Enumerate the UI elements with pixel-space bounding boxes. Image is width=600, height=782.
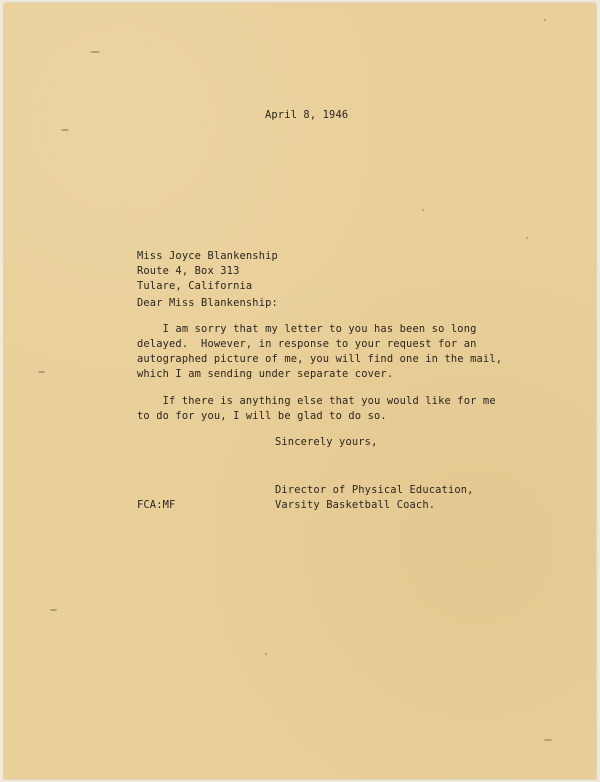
paper-speck — [544, 19, 546, 21]
paper-speck — [50, 609, 57, 611]
letter-page — [4, 3, 596, 779]
paper-speck — [90, 51, 100, 53]
signature-title1: Director of Physical Education, — [275, 484, 474, 496]
paragraph2-line2: to do for you, I will be glad to do so. — [137, 410, 387, 422]
paper-speck — [61, 129, 69, 131]
typist-initials: FCA:MF — [137, 499, 176, 511]
signature-title2: Varsity Basketball Coach. — [275, 499, 436, 511]
recipient-address-line1: Route 4, Box 313 — [137, 265, 240, 277]
paper-speck — [422, 209, 424, 211]
letter-date: April 8, 1946 — [265, 109, 349, 121]
paragraph1-line3: autographed picture of me, you will find one in the mail, — [137, 353, 503, 365]
salutation: Dear Miss Blankenship: — [137, 297, 278, 309]
paper-speck — [544, 739, 552, 741]
paragraph1-line1: I am sorry that my letter to you has been so long — [137, 323, 477, 335]
paragraph2-line1: If there is anything else that you would like for me — [137, 395, 496, 407]
recipient-name: Miss Joyce Blankenship — [137, 250, 278, 262]
paragraph1-line2: delayed. However, in response to your request for an — [137, 338, 477, 350]
paper-speck — [265, 653, 267, 655]
closing: Sincerely yours, — [275, 436, 378, 448]
recipient-address-line2: Tulare, California — [137, 280, 253, 292]
paragraph1-line4: which I am sending under separate cover. — [137, 368, 394, 380]
paper-speck — [38, 371, 45, 373]
paper-speck — [526, 237, 528, 239]
